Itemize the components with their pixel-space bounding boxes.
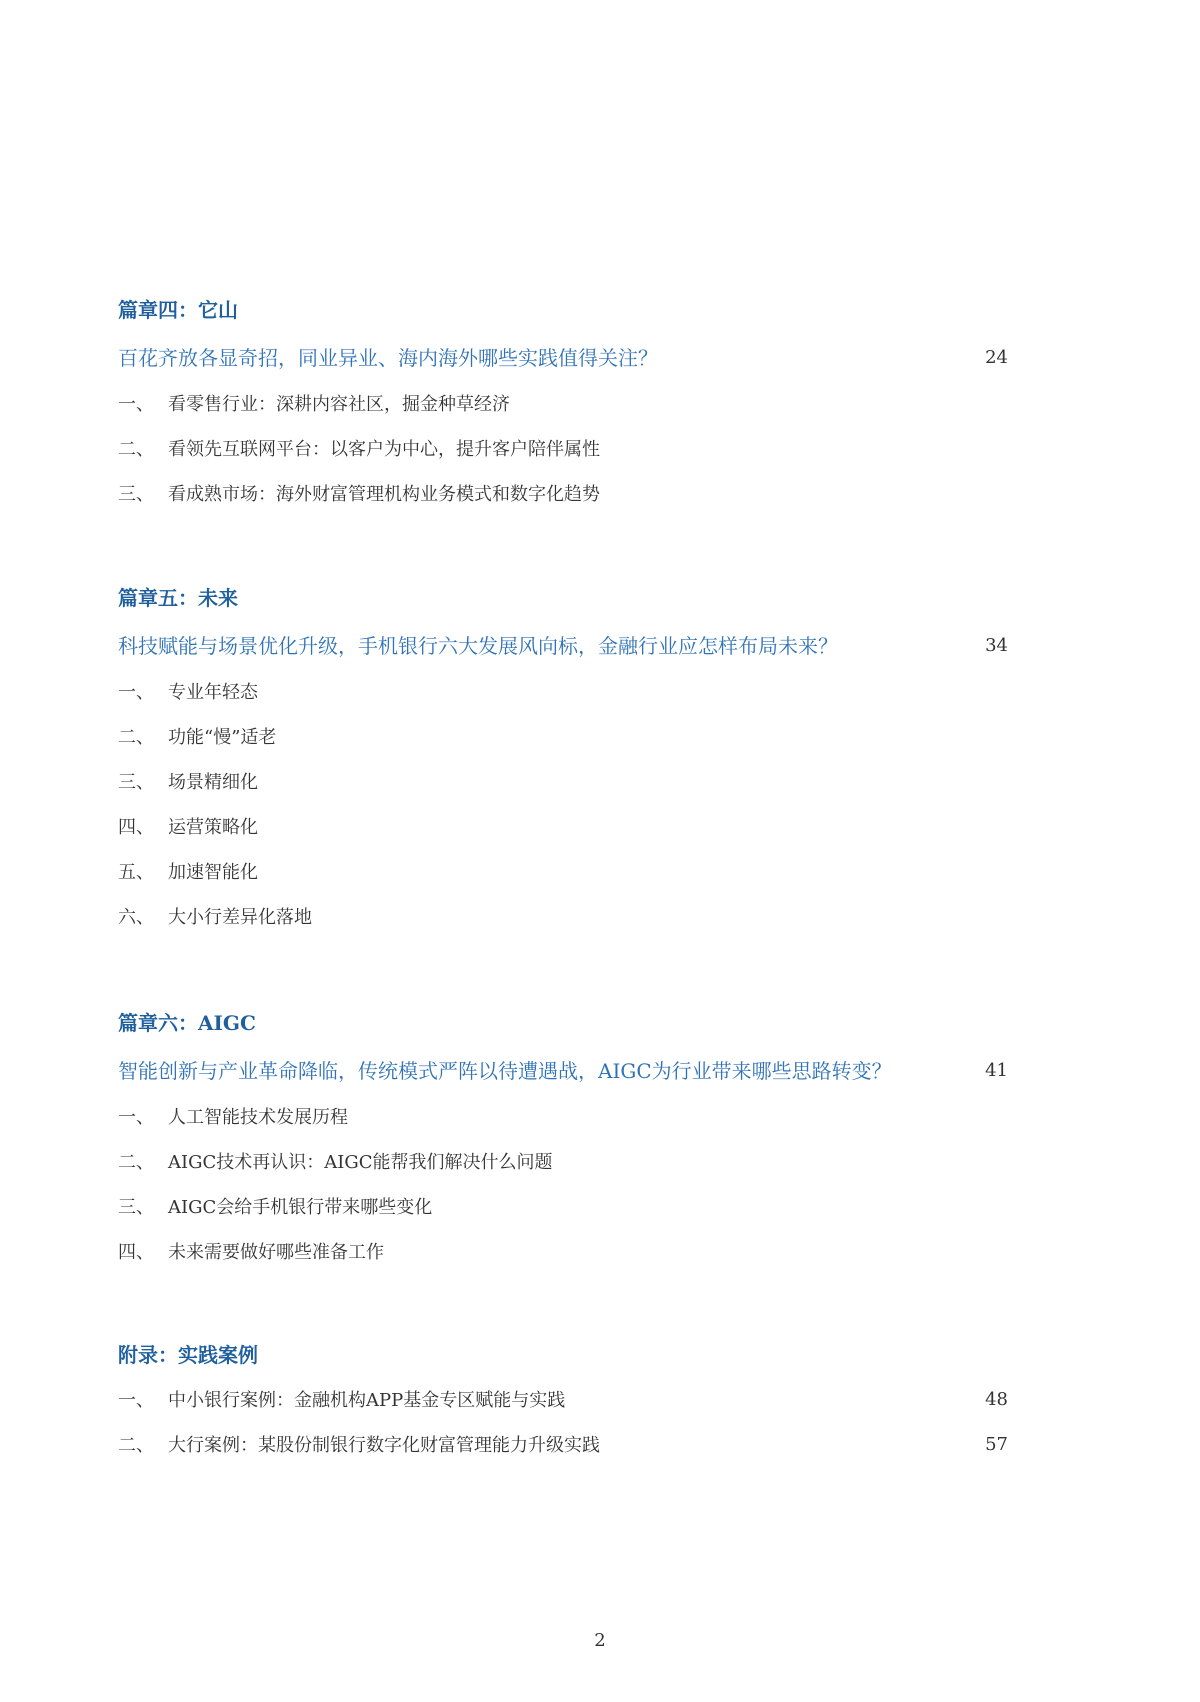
toc-item [118, 1101, 1008, 1131]
toc-item [118, 1384, 1008, 1414]
toc-item [118, 811, 1008, 841]
toc-item [118, 1236, 1008, 1266]
chapter-subtitle: 科技赋能与场景优化升级，手机银行六大发展风向标，金融行业应怎样布局未来？ [118, 634, 838, 658]
chapter-subtitle: 百花齐放各显奇招，同业异业、海内海外哪些实践值得关注？ [118, 346, 658, 370]
chapter-page-number: 34 [985, 635, 1008, 656]
toc-item-text: 大小行差异化落地 [168, 907, 312, 928]
toc-item-number: 四、 [118, 817, 154, 838]
toc-item-text: AIGC会给手机银行带来哪些变化 [168, 1197, 433, 1218]
toc-item-number: 一、 [118, 1107, 154, 1128]
toc-item [118, 676, 1008, 706]
toc-item [118, 901, 1008, 931]
chapter-6-section [118, 1008, 1008, 1266]
toc-item-page: 48 [985, 1388, 1008, 1410]
toc-item-number: 二、 [118, 1435, 154, 1456]
toc-item-number: 三、 [118, 484, 154, 505]
appendix-heading: 附录：实践案例 [118, 1343, 258, 1367]
toc-item [118, 721, 1008, 751]
chapter-4-section [118, 295, 1008, 508]
toc-item-number: 六、 [118, 907, 154, 928]
toc-item-text: AIGC技术再认识：AIGC能帮我们解决什么问题 [168, 1152, 553, 1173]
toc-item-number: 二、 [118, 439, 154, 460]
toc-item-number: 一、 [118, 682, 154, 703]
toc-item-number: 二、 [118, 1152, 154, 1173]
chapter-page-number: 41 [985, 1060, 1008, 1081]
toc-item-text: 运营策略化 [168, 817, 258, 838]
toc-item [118, 388, 1008, 418]
toc-item-page: 57 [985, 1433, 1008, 1455]
toc-item-text: 人工智能技术发展历程 [168, 1107, 348, 1128]
chapter-subtitle-row [118, 631, 1008, 661]
toc-item-text: 功能“慢”适老 [168, 727, 277, 748]
toc-item-number: 四、 [118, 1242, 154, 1263]
toc-item [118, 1429, 1008, 1459]
chapter-heading: 篇章五：未来 [118, 586, 238, 610]
toc-item-text: 专业年轻态 [168, 682, 258, 703]
toc-item [118, 478, 1008, 508]
toc-item-text: 看成熟市场：海外财富管理机构业务模式和数字化趋势 [168, 484, 600, 505]
toc-item-number: 三、 [118, 1197, 154, 1218]
toc-item-text: 未来需要做好哪些准备工作 [168, 1242, 384, 1263]
toc-item-number: 二、 [118, 727, 154, 748]
chapter-page-number: 24 [985, 347, 1008, 368]
chapter-heading: 篇章四：它山 [118, 298, 238, 322]
toc-item-text: 大行案例：某股份制银行数字化财富管理能力升级实践 [168, 1435, 600, 1456]
toc-item-number: 一、 [118, 1390, 154, 1411]
footer-page-number: 2 [594, 1630, 606, 1651]
chapter-subtitle-row [118, 1056, 1008, 1086]
toc-item [118, 1191, 1008, 1221]
toc-item-text: 场景精细化 [168, 772, 258, 793]
toc-item [118, 1146, 1008, 1176]
toc-item-text: 加速智能化 [168, 862, 258, 883]
toc-item-text: 看零售行业：深耕内容社区，掘金种草经济 [168, 394, 510, 415]
chapter-5-section [118, 583, 1008, 931]
toc-item [118, 856, 1008, 886]
appendix-section [118, 1340, 1008, 1459]
chapter-subtitle-row [118, 343, 1008, 373]
chapter-subtitle: 智能创新与产业革命降临，传统模式严阵以待遭遇战，AIGC为行业带来哪些思路转变？ [118, 1059, 892, 1083]
toc-item-number: 三、 [118, 772, 154, 793]
chapter-heading: 篇章六：AIGC [118, 1011, 256, 1035]
toc-item-number: 五、 [118, 862, 154, 883]
toc-item-text: 中小银行案例：金融机构APP基金专区赋能与实践 [168, 1390, 566, 1411]
toc-item [118, 433, 1008, 463]
toc-item-text: 看领先互联网平台：以客户为中心，提升客户陪伴属性 [168, 439, 600, 460]
toc-item-number: 一、 [118, 394, 154, 415]
toc-item [118, 766, 1008, 796]
